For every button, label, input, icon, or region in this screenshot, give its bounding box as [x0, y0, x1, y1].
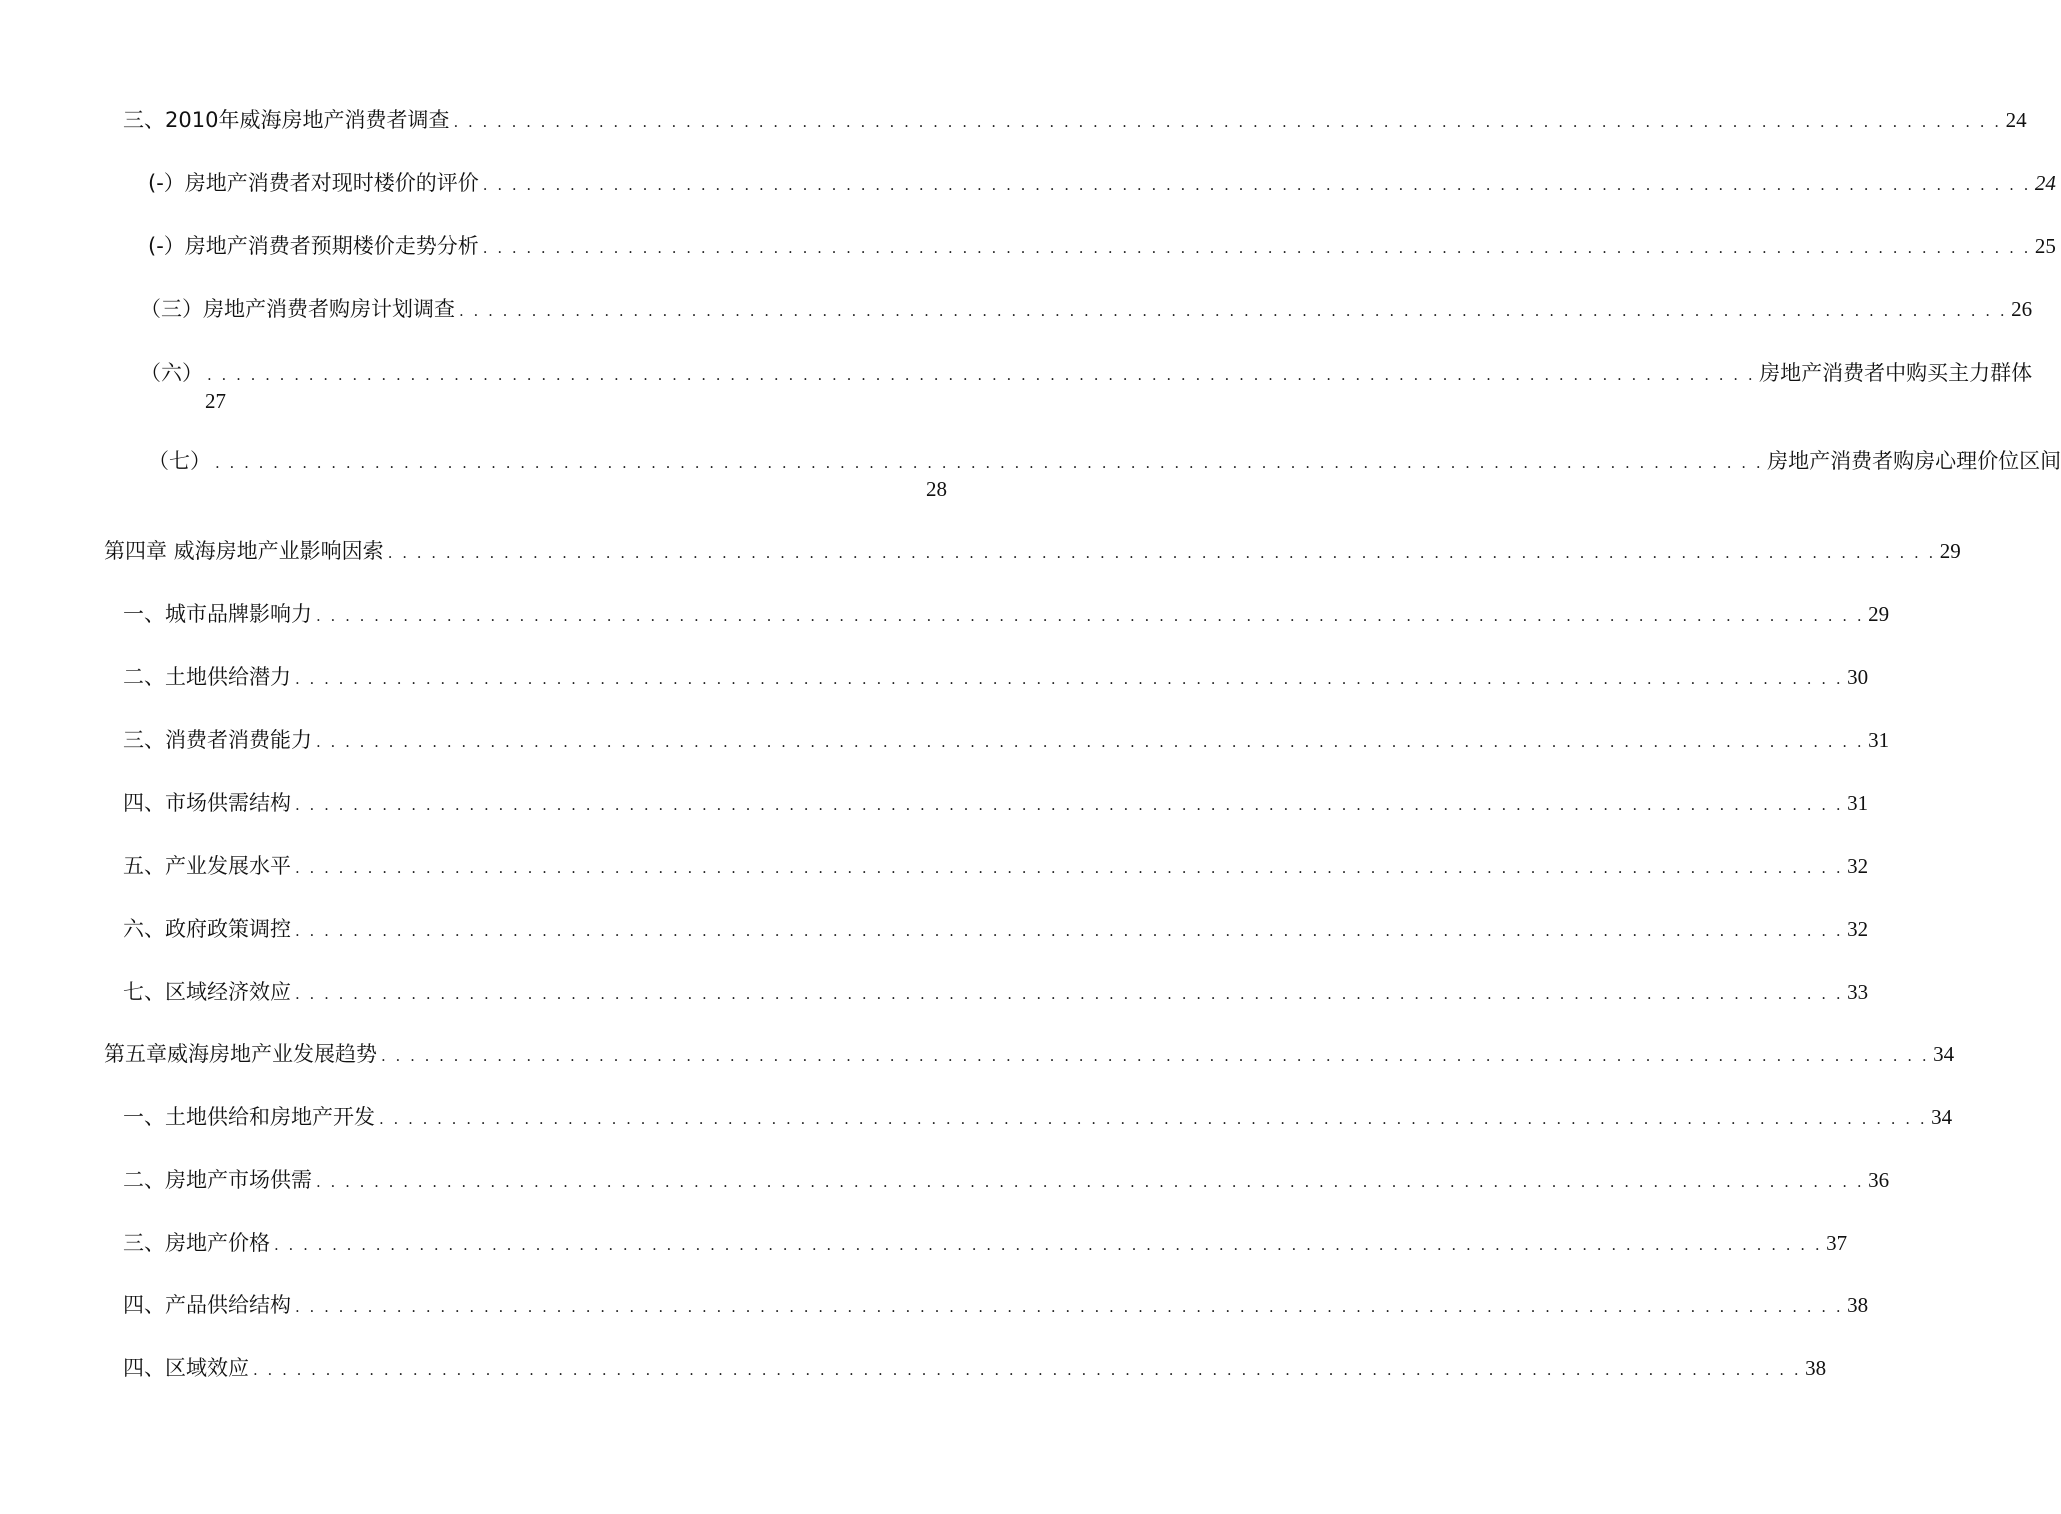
toc-entry[interactable] — [148, 231, 2056, 261]
toc-entry-label: 四、区域效应 — [123, 1356, 249, 1380]
dot-leader: . . . . . . . . . . . . . . . . . . . . . . . . . . . . . . . . . . . . . . . . . . . . . . . . . . . . . . . . . . . . . . . . . . . . . . . . . . . . . . . . . . . . . . . . . . . . . . . . . . . . . . . . . . . — [459, 302, 2008, 320]
dot-leader: . . . . . . . . . . . . . . . . . . . . . . . . . . . . . . . . . . . . . . . . . . . . . . . . . . . . . . . . . . . . . . . . . . . . . . . . . . . . . . . . . . . . . . . . . . . . . . . . . . . . . . . . . . . — [253, 1361, 1802, 1379]
toc-entry[interactable] — [104, 1039, 1955, 1069]
dot-leader: . . . . . . . . . . . . . . . . . . . . . . . . . . . . . . . . . . . . . . . . . . . . . . . . . . . . . . . . . . . . . . . . . . . . . . . . . . . . . . . . . . . . . . . . . . . . . . . . . . . . . . . . . . . — [295, 985, 1844, 1003]
toc-entry[interactable] — [123, 725, 1890, 755]
dot-leader: . . . . . . . . . . . . . . . . . . . . . . . . . . . . . . . . . . . . . . . . . . . . . . . . . . . . . . . . . . . . . . . . . . . . . . . . . . . . . . . . . . . . . . . . . . . . . . . . . . . . . . . . . . . — [316, 733, 1865, 751]
dot-leader: . . . . . . . . . . . . . . . . . . . . . . . . . . . . . . . . . . . . . . . . . . . . . . . . . . . . . . . . . . . . . . . . . . . . . . . . . . . . . . . . . . . . . . . . . . . . . . . . . . . . . . . . . . . — [295, 796, 1844, 814]
toc-entry[interactable] — [123, 977, 1869, 1007]
dot-leader: . . . . . . . . . . . . . . . . . . . . . . . . . . . . . . . . . . . . . . . . . . . . . . . . . . . . . . . . . . . . . . . . . . . . . . . . . . . . . . . . . . . . . . . . . . . . . . . . . . . . . . . . . . . — [482, 176, 2031, 194]
toc-entry-label: 二、土地供给潜力 — [123, 665, 291, 689]
toc-entry[interactable] — [148, 168, 2056, 198]
toc-entry-page: 29 — [1868, 602, 1890, 626]
toc-entry-page: 38 — [1805, 1356, 1827, 1380]
toc-entry-label: 第五章威海房地产业发展趋势 — [104, 1042, 377, 1066]
toc-entry-page: 27 — [205, 389, 226, 413]
toc-entry-page: 34 — [1933, 1042, 1955, 1066]
toc-entry-label: 四、市场供需结构 — [123, 791, 291, 815]
toc-entry-label: 二、房地产市场供需 — [123, 1168, 312, 1192]
toc-entry-page: 33 — [1847, 980, 1869, 1004]
toc-entry[interactable] — [123, 1290, 1869, 1320]
toc-entry-label: (-）房地产消费者对现时楼价的评价 — [148, 171, 479, 195]
toc-entry-page: 31 — [1868, 728, 1890, 752]
dot-leader: . . . . . . . . . . . . . . . . . . . . . . . . . . . . . . . . . . . . . . . . . . . . . . . . . . . . . . . . . . . . . . . . . . . . . . . . . . . . . . . . . . . . . . . . . . . . . . . . . . . . . . . . . . . — [453, 113, 2002, 131]
dot-leader: . . . . . . . . . . . . . . . . . . . . . . . . . . . . . . . . . . . . . . . . . . . . . . . . . . . . . . . . . . . . . . . . . . . . . . . . . . . . . . . . . . . . . . . . . . . . . . . . . . . . . . . . . . . — [295, 670, 1844, 688]
toc-entry-page: 32 — [1847, 917, 1869, 941]
dot-leader: . . . . . . . . . . . . . . . . . . . . . . . . . . . . . . . . . . . . . . . . . . . . . . . . . . . . . . . . . . . . . . . . . . . . . . . . . . . . . . . . . . . . . . . . . . . . . . . . . . . . . . . . . . . — [207, 366, 1756, 384]
dot-leader: . . . . . . . . . . . . . . . . . . . . . . . . . . . . . . . . . . . . . . . . . . . . . . . . . . . . . . . . . . . . . . . . . . . . . . . . . . . . . . . . . . . . . . . . . . . . . . . . . . . . . . . . . . . — [387, 544, 1936, 562]
toc-entry-label: 三、消费者消费能力 — [123, 728, 312, 752]
toc-entry-label: 房地产消费者购房心理价位区间 — [1767, 449, 2061, 473]
toc-entry-page: 29 — [1939, 539, 1961, 563]
toc-entry[interactable] — [123, 662, 1869, 692]
toc-entry-prefix: （六） — [140, 361, 203, 385]
toc-entry-label: 五、产业发展水平 — [123, 854, 291, 878]
toc-entry-label: 房地产消费者中购买主力群体 — [1759, 361, 2033, 385]
toc-entry-label: （三）房地产消费者购房计划调查 — [140, 297, 455, 321]
toc-entry-page: 30 — [1847, 665, 1869, 689]
toc-entry[interactable] — [123, 1353, 1827, 1383]
toc-entry[interactable] — [123, 1102, 1953, 1132]
toc-entry-label: 六、政府政策调控 — [123, 917, 291, 941]
toc-entry[interactable] — [123, 599, 1890, 629]
dot-leader: . . . . . . . . . . . . . . . . . . . . . . . . . . . . . . . . . . . . . . . . . . . . . . . . . . . . . . . . . . . . . . . . . . . . . . . . . . . . . . . . . . . . . . . . . . . . . . . . . . . . . . . . . . . — [316, 1173, 1865, 1191]
toc-entry[interactable] — [123, 105, 2027, 135]
toc-entry-page: 26 — [2011, 297, 2033, 321]
toc-entry[interactable] — [148, 446, 2061, 476]
dot-leader: . . . . . . . . . . . . . . . . . . . . . . . . . . . . . . . . . . . . . . . . . . . . . . . . . . . . . . . . . . . . . . . . . . . . . . . . . . . . . . . . . . . . . . . . . . . . . . . . . . . . . . . . . . . — [295, 1298, 1844, 1316]
toc-entry-label: 一、土地供给和房地产开发 — [123, 1105, 375, 1129]
toc-entry[interactable] — [123, 1165, 1890, 1195]
dot-leader: . . . . . . . . . . . . . . . . . . . . . . . . . . . . . . . . . . . . . . . . . . . . . . . . . . . . . . . . . . . . . . . . . . . . . . . . . . . . . . . . . . . . . . . . . . . . . . . . . . . . . . . . . . . — [381, 1047, 1930, 1065]
toc-entry-label: (-）房地产消费者预期楼价走势分析 — [148, 234, 479, 258]
dot-leader: . . . . . . . . . . . . . . . . . . . . . . . . . . . . . . . . . . . . . . . . . . . . . . . . . . . . . . . . . . . . . . . . . . . . . . . . . . . . . . . . . . . . . . . . . . . . . . . . . . . . . . . . . . . — [482, 239, 2031, 257]
toc-entry-page: 25 — [2034, 234, 2056, 258]
toc-entry-label: 一、城市品牌影响力 — [123, 602, 312, 626]
toc-entry-label: 三、2010年威海房地产消费者调查 — [123, 108, 450, 132]
toc-entry-page: 24 — [2034, 171, 2056, 195]
toc-entry[interactable] — [140, 358, 2033, 388]
toc-entry-label: 七、区域经济效应 — [123, 980, 291, 1004]
dot-leader: . . . . . . . . . . . . . . . . . . . . . . . . . . . . . . . . . . . . . . . . . . . . . . . . . . . . . . . . . . . . . . . . . . . . . . . . . . . . . . . . . . . . . . . . . . . . . . . . . . . . . . . . . . . — [274, 1236, 1823, 1254]
toc-entry-page: 28 — [926, 477, 947, 501]
toc-entry-label: 第四章 威海房地产业影响因索 — [104, 539, 384, 563]
toc-entry-page: 34 — [1931, 1105, 1953, 1129]
toc-entry-label: 三、房地产价格 — [123, 1231, 270, 1255]
dot-leader: . . . . . . . . . . . . . . . . . . . . . . . . . . . . . . . . . . . . . . . . . . . . . . . . . . . . . . . . . . . . . . . . . . . . . . . . . . . . . . . . . . . . . . . . . . . . . . . . . . . . . . . . . . . — [316, 607, 1865, 625]
toc-entry-page: 37 — [1826, 1231, 1848, 1255]
toc-entry-prefix: （七） — [148, 449, 211, 473]
toc-entry[interactable] — [140, 294, 2033, 324]
toc-entry-page: 32 — [1847, 854, 1869, 878]
toc-entry[interactable] — [104, 536, 1961, 566]
toc-entry[interactable] — [123, 788, 1869, 818]
dot-leader: . . . . . . . . . . . . . . . . . . . . . . . . . . . . . . . . . . . . . . . . . . . . . . . . . . . . . . . . . . . . . . . . . . . . . . . . . . . . . . . . . . . . . . . . . . . . . . . . . . . . . . . . . . . — [295, 922, 1844, 940]
toc-entry-label: 四、产品供给结构 — [123, 1293, 291, 1317]
toc-entry-page: 38 — [1847, 1293, 1869, 1317]
dot-leader: . . . . . . . . . . . . . . . . . . . . . . . . . . . . . . . . . . . . . . . . . . . . . . . . . . . . . . . . . . . . . . . . . . . . . . . . . . . . . . . . . . . . . . . . . . . . . . . . . . . . . . . . . . . — [379, 1110, 1928, 1128]
toc-entry[interactable] — [123, 851, 1869, 881]
toc-entry-page: 36 — [1868, 1168, 1890, 1192]
toc-entry[interactable] — [123, 1228, 1848, 1258]
dot-leader: . . . . . . . . . . . . . . . . . . . . . . . . . . . . . . . . . . . . . . . . . . . . . . . . . . . . . . . . . . . . . . . . . . . . . . . . . . . . . . . . . . . . . . . . . . . . . . . . . . . . . . . . . . . — [295, 859, 1844, 877]
toc-entry-page: 24 — [2005, 108, 2027, 132]
dot-leader: . . . . . . . . . . . . . . . . . . . . . . . . . . . . . . . . . . . . . . . . . . . . . . . . . . . . . . . . . . . . . . . . . . . . . . . . . . . . . . . . . . . . . . . . . . . . . . . . . . . . . . . . . . . — [215, 454, 1764, 472]
toc-entry[interactable] — [123, 914, 1869, 944]
toc-entry-page: 31 — [1847, 791, 1869, 815]
